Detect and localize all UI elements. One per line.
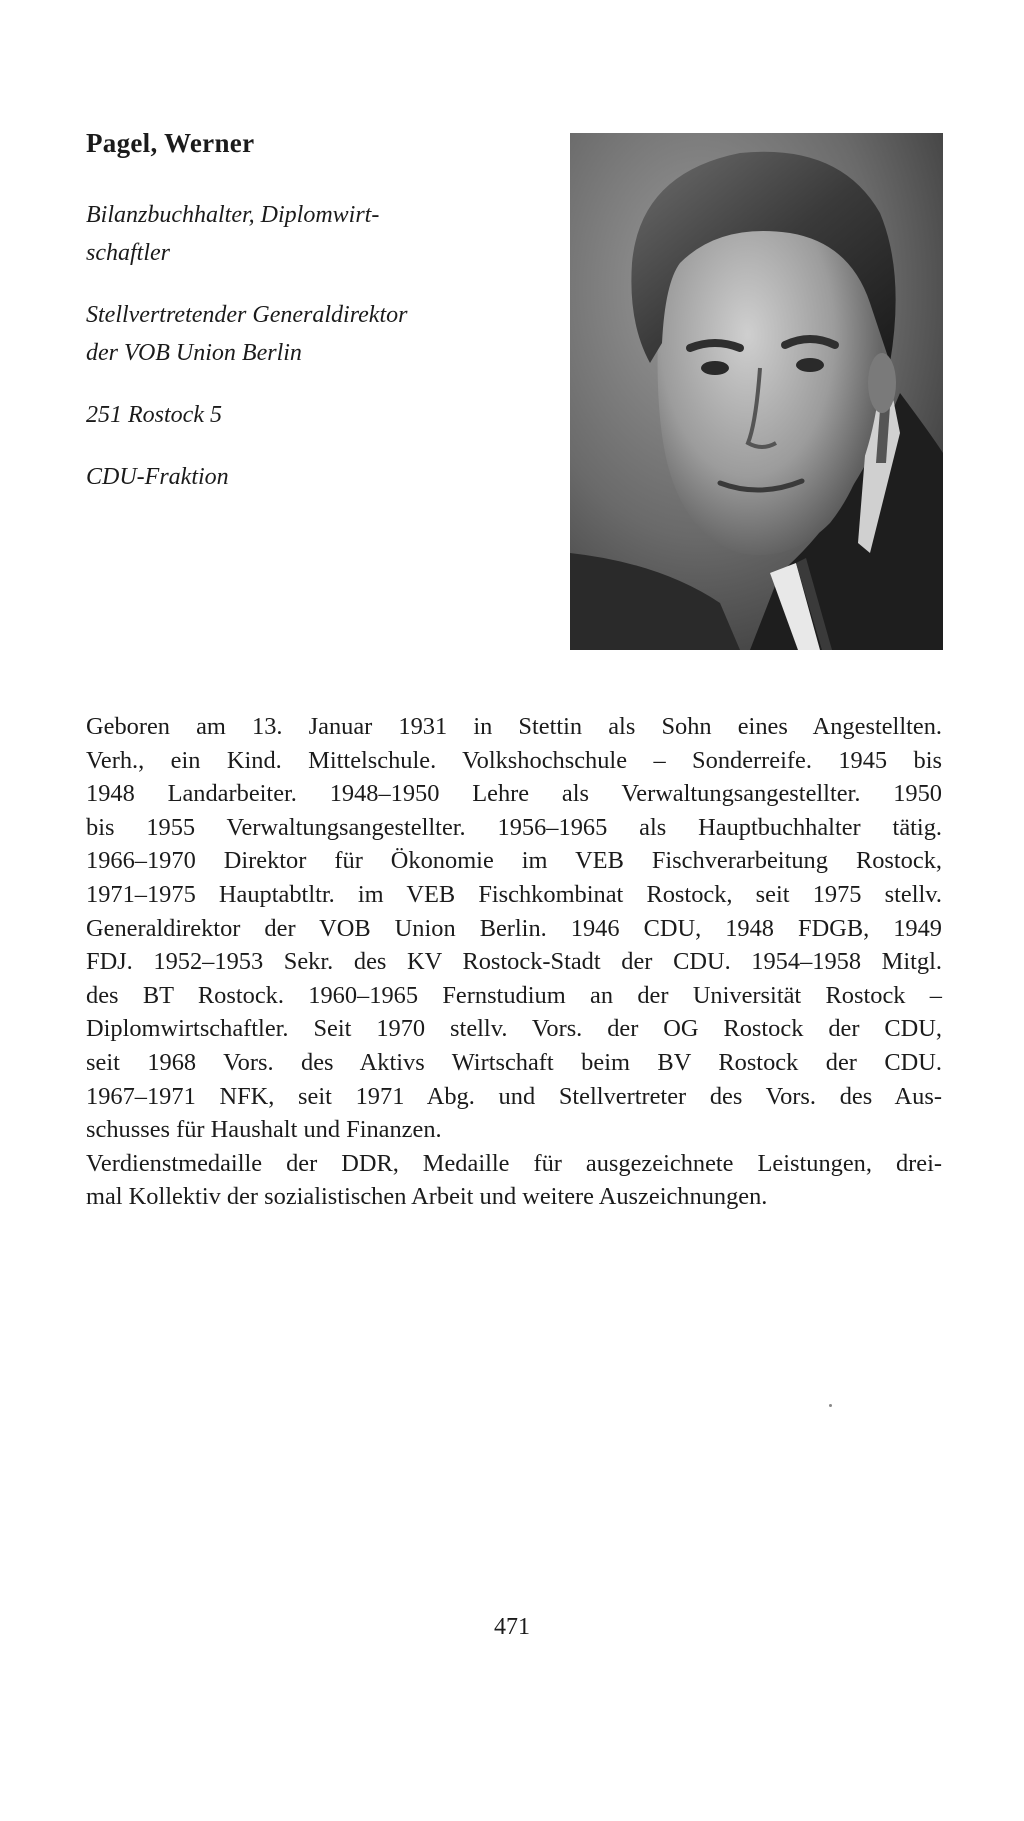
biography-line: Verh., ein Kind. Mittelschule. Volkshochschule – Sonderreife. 1945 bis (86, 746, 942, 774)
awards-line: mal Kollektiv der sozialistischen Arbeit und weitere Auszeichnungen. (86, 1183, 768, 1211)
address-line: 251 Rostock 5 (86, 402, 222, 428)
faction (86, 458, 466, 496)
portrait-photo (570, 133, 943, 650)
biography-line: bis 1955 Verwaltungsangestellter. 1956–1965 als Hauptbuchhalter tätig. (86, 813, 942, 841)
biography-line: Diplomwirtschaftler. Seit 1970 stellv. Vors. der OG Rostock der CDU, (86, 1015, 942, 1043)
person-name: Pagel, Werner (86, 128, 255, 158)
portrait-photo-illustration (570, 133, 943, 650)
profession (86, 196, 466, 272)
profile-details (86, 196, 466, 520)
address (86, 396, 466, 434)
biography-line: schusses für Haushalt und Finanzen. (86, 1116, 442, 1144)
biography-line: seit 1968 Vors. des Aktivs Wirtschaft beim BV Rostock der CDU. (86, 1048, 942, 1076)
biography-line: Geboren am 13. Januar 1931 in Stettin als Sohn eines Angestellten. (86, 713, 942, 740)
scan-speck (829, 1404, 832, 1407)
biography-line: des BT Rostock. 1960–1965 Fernstudium an der Universität Rostock – (86, 981, 942, 1009)
awards-line: Verdienstmedaille der DDR, Medaille für ausgezeichnete Leistungen, drei- (86, 1149, 942, 1177)
faction-line: CDU-Fraktion (86, 464, 229, 490)
biography-line: 1948 Landarbeiter. 1948–1950 Lehre als Verwaltungsangestellter. 1950 (86, 780, 942, 808)
biography-line: 1966–1970 Direktor für Ökonomie im VEB Fischverarbeitung Rostock, (86, 847, 942, 875)
profession-line: Bilanzbuchhalter, Diplomwirt- (86, 202, 380, 228)
biography-text (86, 710, 942, 1214)
profession-line: schaftler (86, 240, 170, 266)
biography-line: FDJ. 1952–1953 Sekr. des KV Rostock-Stadt der CDU. 1954–1958 Mitgl. (86, 948, 942, 976)
page-number: 471 (494, 1614, 530, 1640)
position (86, 296, 466, 372)
biography-line: Generaldirektor der VOB Union Berlin. 1946 CDU, 1948 FDGB, 1949 (86, 914, 942, 942)
biography-line: 1967–1971 NFK, seit 1971 Abg. und Stellvertreter des Vors. des Aus- (86, 1082, 942, 1110)
position-line: Stellvertretender Generaldirektor (86, 302, 408, 328)
biography-line: 1971–1975 Hauptabtltr. im VEB Fischkombinat Rostock, seit 1975 stellv. (86, 880, 942, 908)
position-line: der VOB Union Berlin (86, 340, 302, 366)
